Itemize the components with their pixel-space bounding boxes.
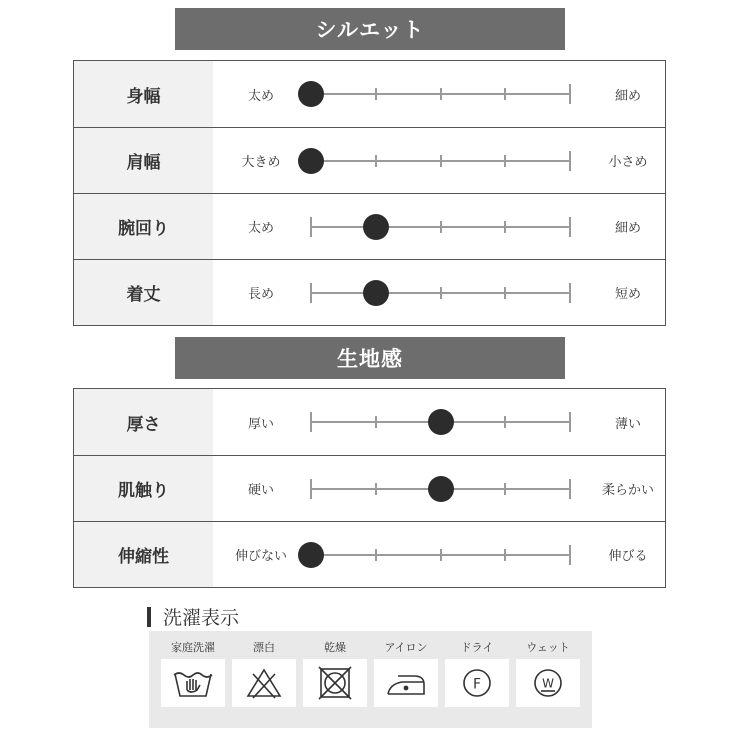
scale-tick	[440, 88, 442, 100]
scale-marker	[363, 280, 389, 306]
scale-tick	[504, 287, 506, 299]
row-label: 腕回り	[74, 194, 213, 259]
row-label: 肌触り	[74, 456, 213, 521]
scale-tick	[440, 287, 442, 299]
scale-tick	[440, 155, 442, 167]
scale-right-label: 柔らかい	[601, 483, 654, 498]
scale-marker	[298, 81, 324, 107]
table-row	[74, 61, 665, 127]
care-title	[147, 603, 239, 630]
scale-tick	[375, 416, 377, 428]
scale-marker	[428, 409, 454, 435]
care-title-text: 洗濯表示	[163, 607, 240, 629]
care-item-dry	[303, 641, 367, 707]
scale-tick	[375, 88, 377, 100]
scale-right-label: 細め	[614, 88, 641, 104]
table-row	[74, 193, 665, 259]
table-row	[74, 455, 665, 521]
scale-left-label: 太め	[247, 88, 274, 104]
iron-icon	[384, 666, 428, 700]
texture-title: 生地感	[337, 347, 403, 371]
care-label: ドライ	[460, 641, 494, 654]
scale-tick	[569, 84, 571, 104]
wet-clean-w-icon	[530, 666, 566, 700]
scale-left-label: 太め	[247, 221, 274, 236]
table-row	[74, 521, 665, 587]
care-item-hand-wash	[161, 641, 225, 707]
scale-tick	[569, 412, 571, 432]
scale	[310, 283, 571, 303]
no-bleach-icon	[244, 666, 284, 700]
scale-tick	[375, 483, 377, 495]
scale-right-label: 薄い	[614, 416, 641, 432]
scale-tick	[569, 217, 571, 237]
scale-tick	[375, 155, 377, 167]
scale-tick	[569, 479, 571, 499]
table-row	[74, 127, 665, 193]
no-tumble-dry-icon	[315, 666, 355, 700]
row-label: 身幅	[74, 61, 213, 127]
care-item-dry-clean	[445, 641, 509, 707]
scale-tick	[310, 217, 312, 237]
scale-tick	[310, 412, 312, 432]
scale	[310, 151, 571, 171]
scale-left-label: 伸びない	[234, 549, 287, 564]
care-item-bleach	[232, 641, 296, 707]
scale-marker	[298, 148, 324, 174]
scale-left-label: 硬い	[247, 483, 274, 498]
care-label: 家庭洗濯	[171, 641, 215, 654]
hand-wash-icon	[171, 666, 215, 700]
scale-marker	[363, 214, 389, 240]
wet-letter: W	[542, 676, 554, 691]
scale-tick	[569, 283, 571, 303]
scale-tick	[504, 221, 506, 233]
table-row	[74, 389, 665, 455]
scale	[310, 84, 571, 104]
care-label: アイロン	[384, 641, 428, 654]
scale-left-label: 厚い	[247, 416, 274, 432]
scale-marker	[428, 476, 454, 502]
scale-tick	[440, 221, 442, 233]
dry-letter: F	[472, 676, 482, 693]
care-item-iron	[374, 641, 438, 707]
scale-tick	[569, 545, 571, 565]
scale-tick	[569, 151, 571, 171]
care-label: 漂白	[253, 641, 275, 654]
scale-tick	[504, 483, 506, 495]
scale-right-label: 伸びる	[608, 549, 648, 564]
silhouette-table	[73, 60, 666, 326]
texture-header	[175, 337, 565, 379]
scale-marker	[298, 542, 324, 568]
row-label: 厚さ	[74, 389, 213, 455]
care-panel	[149, 631, 592, 728]
texture-table	[73, 388, 666, 588]
scale-right-label: 細め	[614, 221, 641, 236]
scale	[310, 545, 571, 565]
silhouette-title: シルエット	[315, 18, 425, 42]
row-label: 着丈	[74, 260, 213, 325]
scale-right-label: 小さめ	[608, 155, 648, 170]
silhouette-header	[175, 8, 565, 50]
scale-tick	[310, 479, 312, 499]
table-row	[74, 259, 665, 325]
scale	[310, 412, 571, 432]
scale-tick	[504, 155, 506, 167]
scale-left-label: 大きめ	[241, 155, 281, 170]
title-bar	[147, 607, 151, 627]
scale-tick	[310, 283, 312, 303]
scale-tick	[440, 549, 442, 561]
scale-tick	[504, 416, 506, 428]
scale	[310, 479, 571, 499]
row-label: 肩幅	[74, 128, 213, 193]
row-label: 伸縮性	[74, 522, 213, 587]
scale-right-label: 短め	[614, 287, 641, 302]
care-label: ウェット	[526, 641, 570, 654]
scale	[310, 217, 571, 237]
scale-tick	[504, 549, 506, 561]
care-label: 乾燥	[324, 641, 346, 654]
care-item-wet-clean	[516, 641, 580, 707]
scale-left-label: 長め	[247, 287, 274, 302]
scale-tick	[375, 549, 377, 561]
scale-tick	[504, 88, 506, 100]
dry-clean-f-icon	[459, 666, 495, 700]
